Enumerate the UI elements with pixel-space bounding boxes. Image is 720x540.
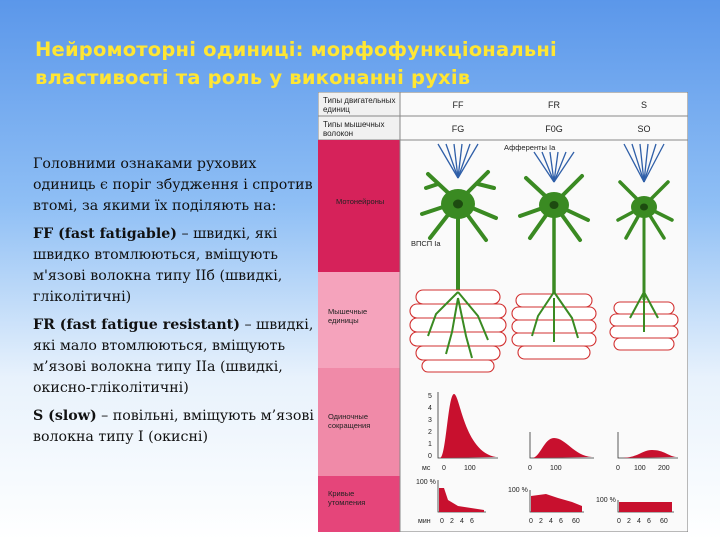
fatigue-x2-6: 6: [559, 518, 563, 525]
fatigue-curve-s: [619, 502, 672, 512]
twitch-y-3: 3: [428, 417, 432, 424]
epsp-label: ВПСП Ia: [411, 239, 441, 248]
fatigue-x1-4: 4: [460, 518, 464, 525]
twitch-y-1: 1: [428, 441, 432, 448]
page-title: Нейромоторні одиниці: морфофункціональні властивості та роль у виконанні рухів: [35, 38, 557, 89]
fatigue-x-unit: мин: [418, 518, 431, 525]
type-s-term: S (slow): [33, 408, 97, 424]
fatigue-pct-2: 100 %: [508, 487, 528, 494]
fatigue-x3-2: 2: [627, 518, 631, 525]
twitch-x2-100: 100: [550, 465, 562, 472]
row-label-fiber-types-1: Типы мышечных: [323, 120, 385, 129]
fatigue-pct-1: 100 %: [416, 479, 436, 486]
motoneuron-row-bg: [318, 140, 400, 272]
type-fr: [33, 315, 315, 399]
twitch-x-unit: мс: [422, 465, 431, 472]
unit-type-fr: FR: [548, 100, 560, 110]
fatigue-x3-4: 4: [637, 518, 641, 525]
twitch-y-4: 4: [428, 405, 432, 412]
type-s: [33, 406, 315, 448]
row-label-fatigue-1: Кривые: [328, 489, 355, 498]
row-label-twitch-1: Одиночные: [328, 412, 368, 421]
fatigue-x1-6: 6: [470, 518, 474, 525]
fatigue-x1-2: 2: [450, 518, 454, 525]
twitch-x1-0: 0: [442, 465, 446, 472]
row-label-unit-types-2: единиц: [323, 105, 350, 114]
twitch-y-2: 2: [428, 429, 432, 436]
fatigue-x2-4: 4: [549, 518, 553, 525]
row-label-muscle-units-1: Мышечные: [328, 307, 368, 316]
row-label-muscle-units-2: единицы: [328, 316, 359, 325]
twitch-x3-0: 0: [616, 465, 620, 472]
type-ff: [33, 224, 315, 308]
fatigue-x2-0: 0: [529, 518, 533, 525]
row-label-motoneurons: Мотонейроны: [336, 197, 385, 206]
twitch-x1-100: 100: [464, 465, 476, 472]
type-fr-term: FR (fast fatigue resistant): [33, 317, 240, 333]
fatigue-x3-6: 6: [647, 518, 651, 525]
type-ff-term: FF (fast fatigable): [33, 226, 177, 242]
twitch-x3-200: 200: [658, 465, 670, 472]
intro-paragraph: Головними ознаками рухових одиниць є поріг збудження і спротив втомі, за якими їх поділяють на:: [33, 156, 313, 214]
fiber-type-fg: FG: [451, 124, 465, 134]
fatigue-x3-60: 60: [660, 518, 668, 525]
fatigue-x2-60: 60: [572, 518, 580, 525]
unit-type-s: S: [640, 100, 648, 110]
row-label-fiber-types-2: волокон: [323, 129, 354, 138]
twitch-y-0: 0: [428, 453, 432, 460]
twitch-x2-0: 0: [528, 465, 532, 472]
type-ff-desc: – швидкі, які швидко втомлюються, вміщують м'язові волокна типу IIб (швидкі, гліколітичні): [33, 226, 283, 305]
afferent-label: Афференты Ia: [504, 143, 556, 152]
type-s-desc: – повільні, вміщують м’язові волокна типу I (окисні): [33, 408, 314, 445]
fatigue-x1-0: 0: [440, 518, 444, 525]
row-label-twitch-2: сокращения: [328, 421, 371, 430]
twitch-y-5: 5: [428, 393, 432, 400]
fiber-type-fog: F0G: [545, 124, 563, 134]
fatigue-x2-2: 2: [539, 518, 543, 525]
motor-unit-figure: [318, 92, 688, 532]
fatigue-x3-0: 0: [617, 518, 621, 525]
twitch-x3-100: 100: [634, 465, 646, 472]
unit-type-ff: FF: [452, 100, 464, 110]
body-text: [33, 154, 315, 455]
fatigue-pct-3: 100 %: [596, 497, 616, 504]
type-fr-desc: – швидкі, які мало втомлюються, вміщують м’язові волокна типу IIa (швидкі, окисно-гліколітичні): [33, 317, 314, 396]
fiber-type-so: SO: [637, 124, 651, 134]
row-label-unit-types-1: Типы двигательных: [323, 96, 396, 105]
row-label-fatigue-2: утомления: [328, 498, 366, 507]
